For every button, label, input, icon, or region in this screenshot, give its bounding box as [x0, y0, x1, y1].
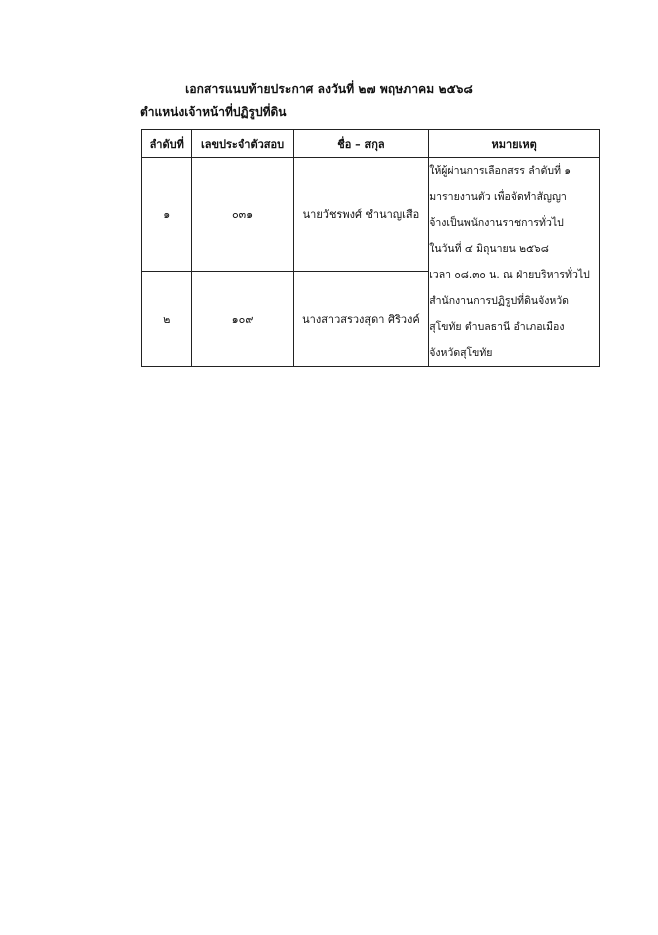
remark-line: จังหวัดสุโขทัย [429, 347, 493, 359]
row-exam-id: ๐๓๑ [192, 158, 293, 272]
row-name: นายวัชรพงศ์ ชำนาญเสือ [293, 158, 429, 272]
document-title: เอกสารแนบท้ายประกาศ ลงวันที่ ๒๗ พฤษภาคม ๒๕๖๘ [185, 82, 473, 96]
remark-line: ในวันที่ ๔ มิถุนายน ๒๕๖๘ [429, 243, 549, 255]
remark-line: มารายงานตัว เพื่อจัดทำสัญญา [429, 191, 567, 203]
remark-cell [429, 158, 600, 367]
header-seq: ลำดับที่ [142, 130, 192, 158]
candidate-table [141, 129, 600, 367]
remark-line: สุโขทัย ตำบลธานี อำเภอเมือง [429, 321, 565, 333]
remark-line: จ้างเป็นพนักงานราชการทั่วไป [429, 217, 564, 229]
table-header-row [142, 130, 600, 158]
header-exam-id: เลขประจำตัวสอบ [192, 130, 293, 158]
position-heading: ตำแหน่งเจ้าหน้าที่ปฏิรูปที่ดิน [140, 105, 287, 119]
remark-line: สำนักงานการปฏิรูปที่ดินจังหวัด [429, 295, 570, 307]
row-seq: ๒ [142, 271, 192, 366]
table-row [142, 158, 600, 272]
remark-line: ให้ผู้ผ่านการเลือกสรร ลำดับที่ ๑ [429, 165, 571, 177]
row-exam-id: ๑๐๙ [192, 271, 293, 366]
header-remark: หมายเหตุ [429, 130, 600, 158]
row-seq: ๑ [142, 158, 192, 272]
header-name: ชื่อ – สกุล [293, 130, 429, 158]
remark-line: เวลา ๐๘.๓๐ น. ณ ฝ่ายบริหารทั่วไป [429, 269, 590, 281]
row-name: นางสาวสรวงสุดา ศิริวงค์ [293, 271, 429, 366]
